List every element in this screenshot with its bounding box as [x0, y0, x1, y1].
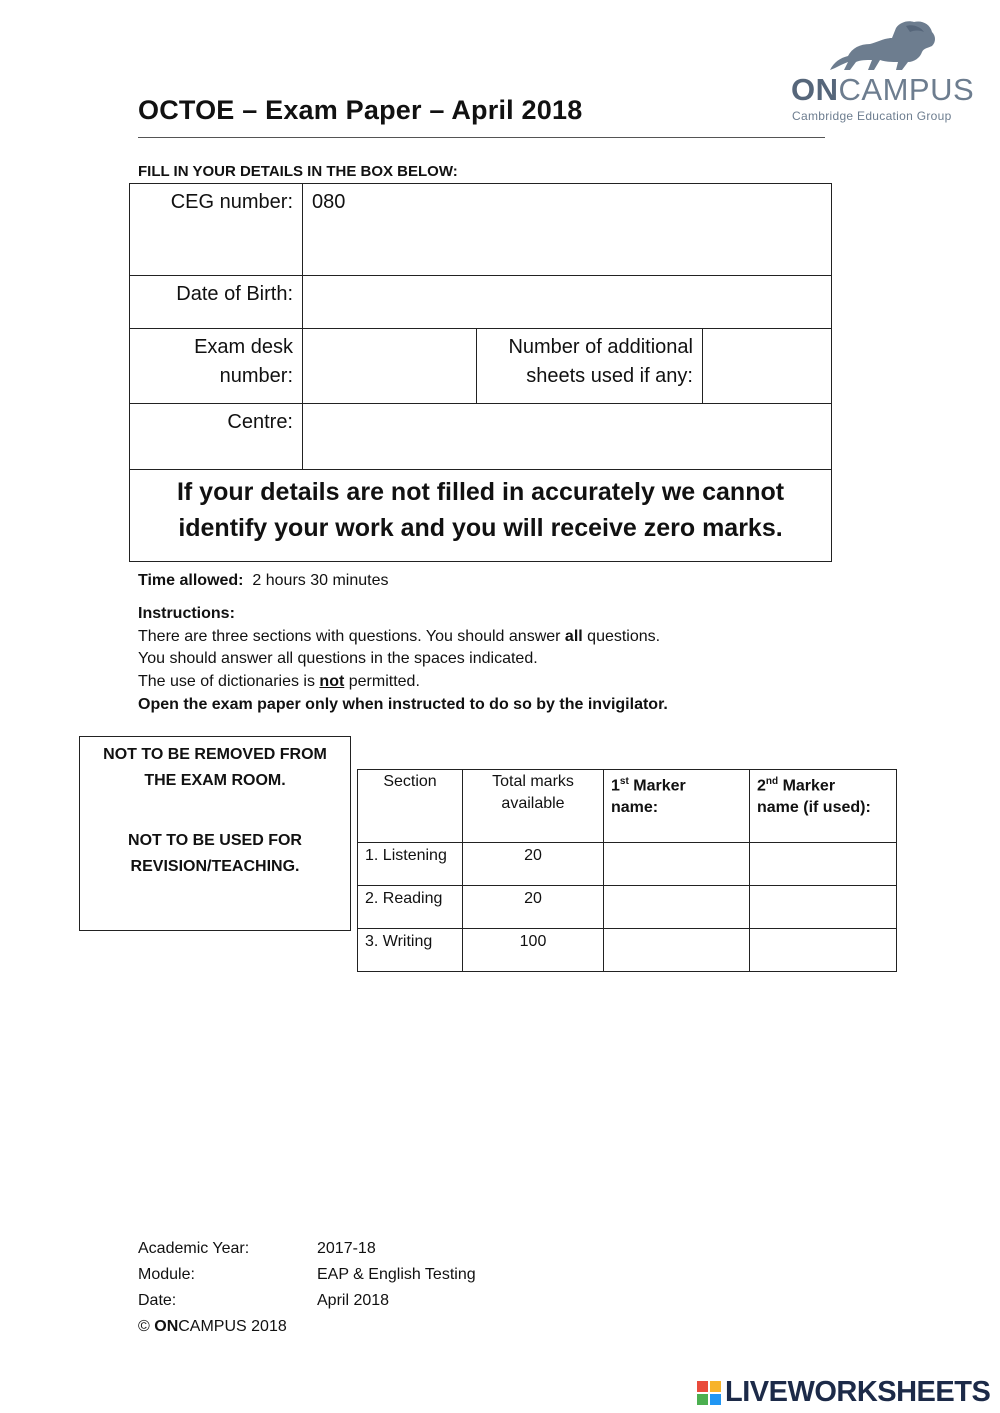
- title-divider: [138, 137, 825, 138]
- module-label: Module:: [138, 1266, 195, 1283]
- instruction-line: Open the exam paper only when instructed to do so by the invigilator.: [138, 695, 668, 713]
- section-name: 3. Writing: [358, 929, 463, 972]
- first-marker-cell[interactable]: [604, 886, 750, 929]
- section-name: 2. Reading: [358, 886, 463, 929]
- accuracy-warning: If your details are not filled in accurately we cannot identify your work and you will receive zero marks.: [130, 470, 832, 562]
- header-total-marks: Total marks available: [463, 770, 604, 843]
- logo-wordmark: ONCAMPUS: [791, 72, 975, 107]
- academic-year-value: 2017-18: [317, 1240, 376, 1257]
- date-label: Date:: [138, 1292, 177, 1309]
- copyright: © ONCAMPUS 2018: [138, 1318, 287, 1335]
- ceg-number-field[interactable]: 080: [303, 184, 832, 276]
- oncampus-logo: [788, 18, 973, 128]
- second-marker-cell[interactable]: [750, 843, 897, 886]
- page-title: OCTOE – Exam Paper – April 2018: [138, 95, 583, 125]
- table-row: [358, 843, 897, 886]
- additional-sheets-field[interactable]: [703, 329, 832, 404]
- exam-desk-field[interactable]: [303, 329, 477, 404]
- header-section: Section: [358, 770, 463, 843]
- liveworksheets-wordmark: LIVEWORKSHEETS: [725, 1376, 991, 1408]
- instruction-line: You should answer all questions in the spaces indicated.: [138, 650, 538, 668]
- date-of-birth-label: Date of Birth:: [130, 276, 303, 329]
- exam-desk-label: Exam desk number:: [130, 329, 303, 404]
- details-table: [129, 183, 832, 562]
- centre-field[interactable]: [303, 404, 832, 470]
- date-value: April 2018: [317, 1292, 390, 1309]
- second-marker-cell[interactable]: [750, 886, 897, 929]
- footer-info: [138, 1236, 476, 1340]
- instructions-heading: Instructions:: [138, 605, 235, 622]
- instruction-line: The use of dictionaries is not permitted.: [138, 673, 420, 691]
- not-removed-notice: NOT TO BE REMOVED FROM THE EXAM ROOM. NOT TO BE USED FOR REVISION/TEACHING.: [79, 736, 351, 931]
- academic-year-label: Academic Year:: [138, 1240, 250, 1257]
- header-first-marker: 1st Marker name:: [604, 770, 750, 843]
- second-marker-cell[interactable]: [750, 929, 897, 972]
- total-marks: 20: [463, 843, 604, 886]
- ceg-number-label: CEG number:: [130, 184, 303, 276]
- module-value: EAP & English Testing: [317, 1266, 476, 1283]
- liveworksheets-icon: [697, 1381, 721, 1405]
- total-marks: 20: [463, 886, 604, 929]
- logo-subtitle: Cambridge Education Group: [792, 109, 952, 123]
- instructions: [138, 603, 668, 717]
- marks-table-header: [358, 770, 897, 843]
- marks-table: [357, 769, 897, 972]
- total-marks: 100: [463, 929, 604, 972]
- time-allowed: Time allowed: 2 hours 30 minutes: [138, 572, 389, 589]
- date-of-birth-field[interactable]: [303, 276, 832, 329]
- details-heading: FILL IN YOUR DETAILS IN THE BOX BELOW:: [138, 163, 458, 180]
- first-marker-cell[interactable]: [604, 843, 750, 886]
- instruction-line: There are three sections with questions. You should answer all questions.: [138, 627, 661, 645]
- first-marker-cell[interactable]: [604, 929, 750, 972]
- section-name: 1. Listening: [358, 843, 463, 886]
- header-second-marker: 2nd Marker name (if used):: [750, 770, 897, 843]
- table-row: [358, 929, 897, 972]
- lion-icon: [822, 18, 942, 78]
- additional-sheets-label: Number of additional sheets used if any:: [477, 329, 703, 404]
- table-row: [358, 886, 897, 929]
- centre-label: Centre:: [130, 404, 303, 470]
